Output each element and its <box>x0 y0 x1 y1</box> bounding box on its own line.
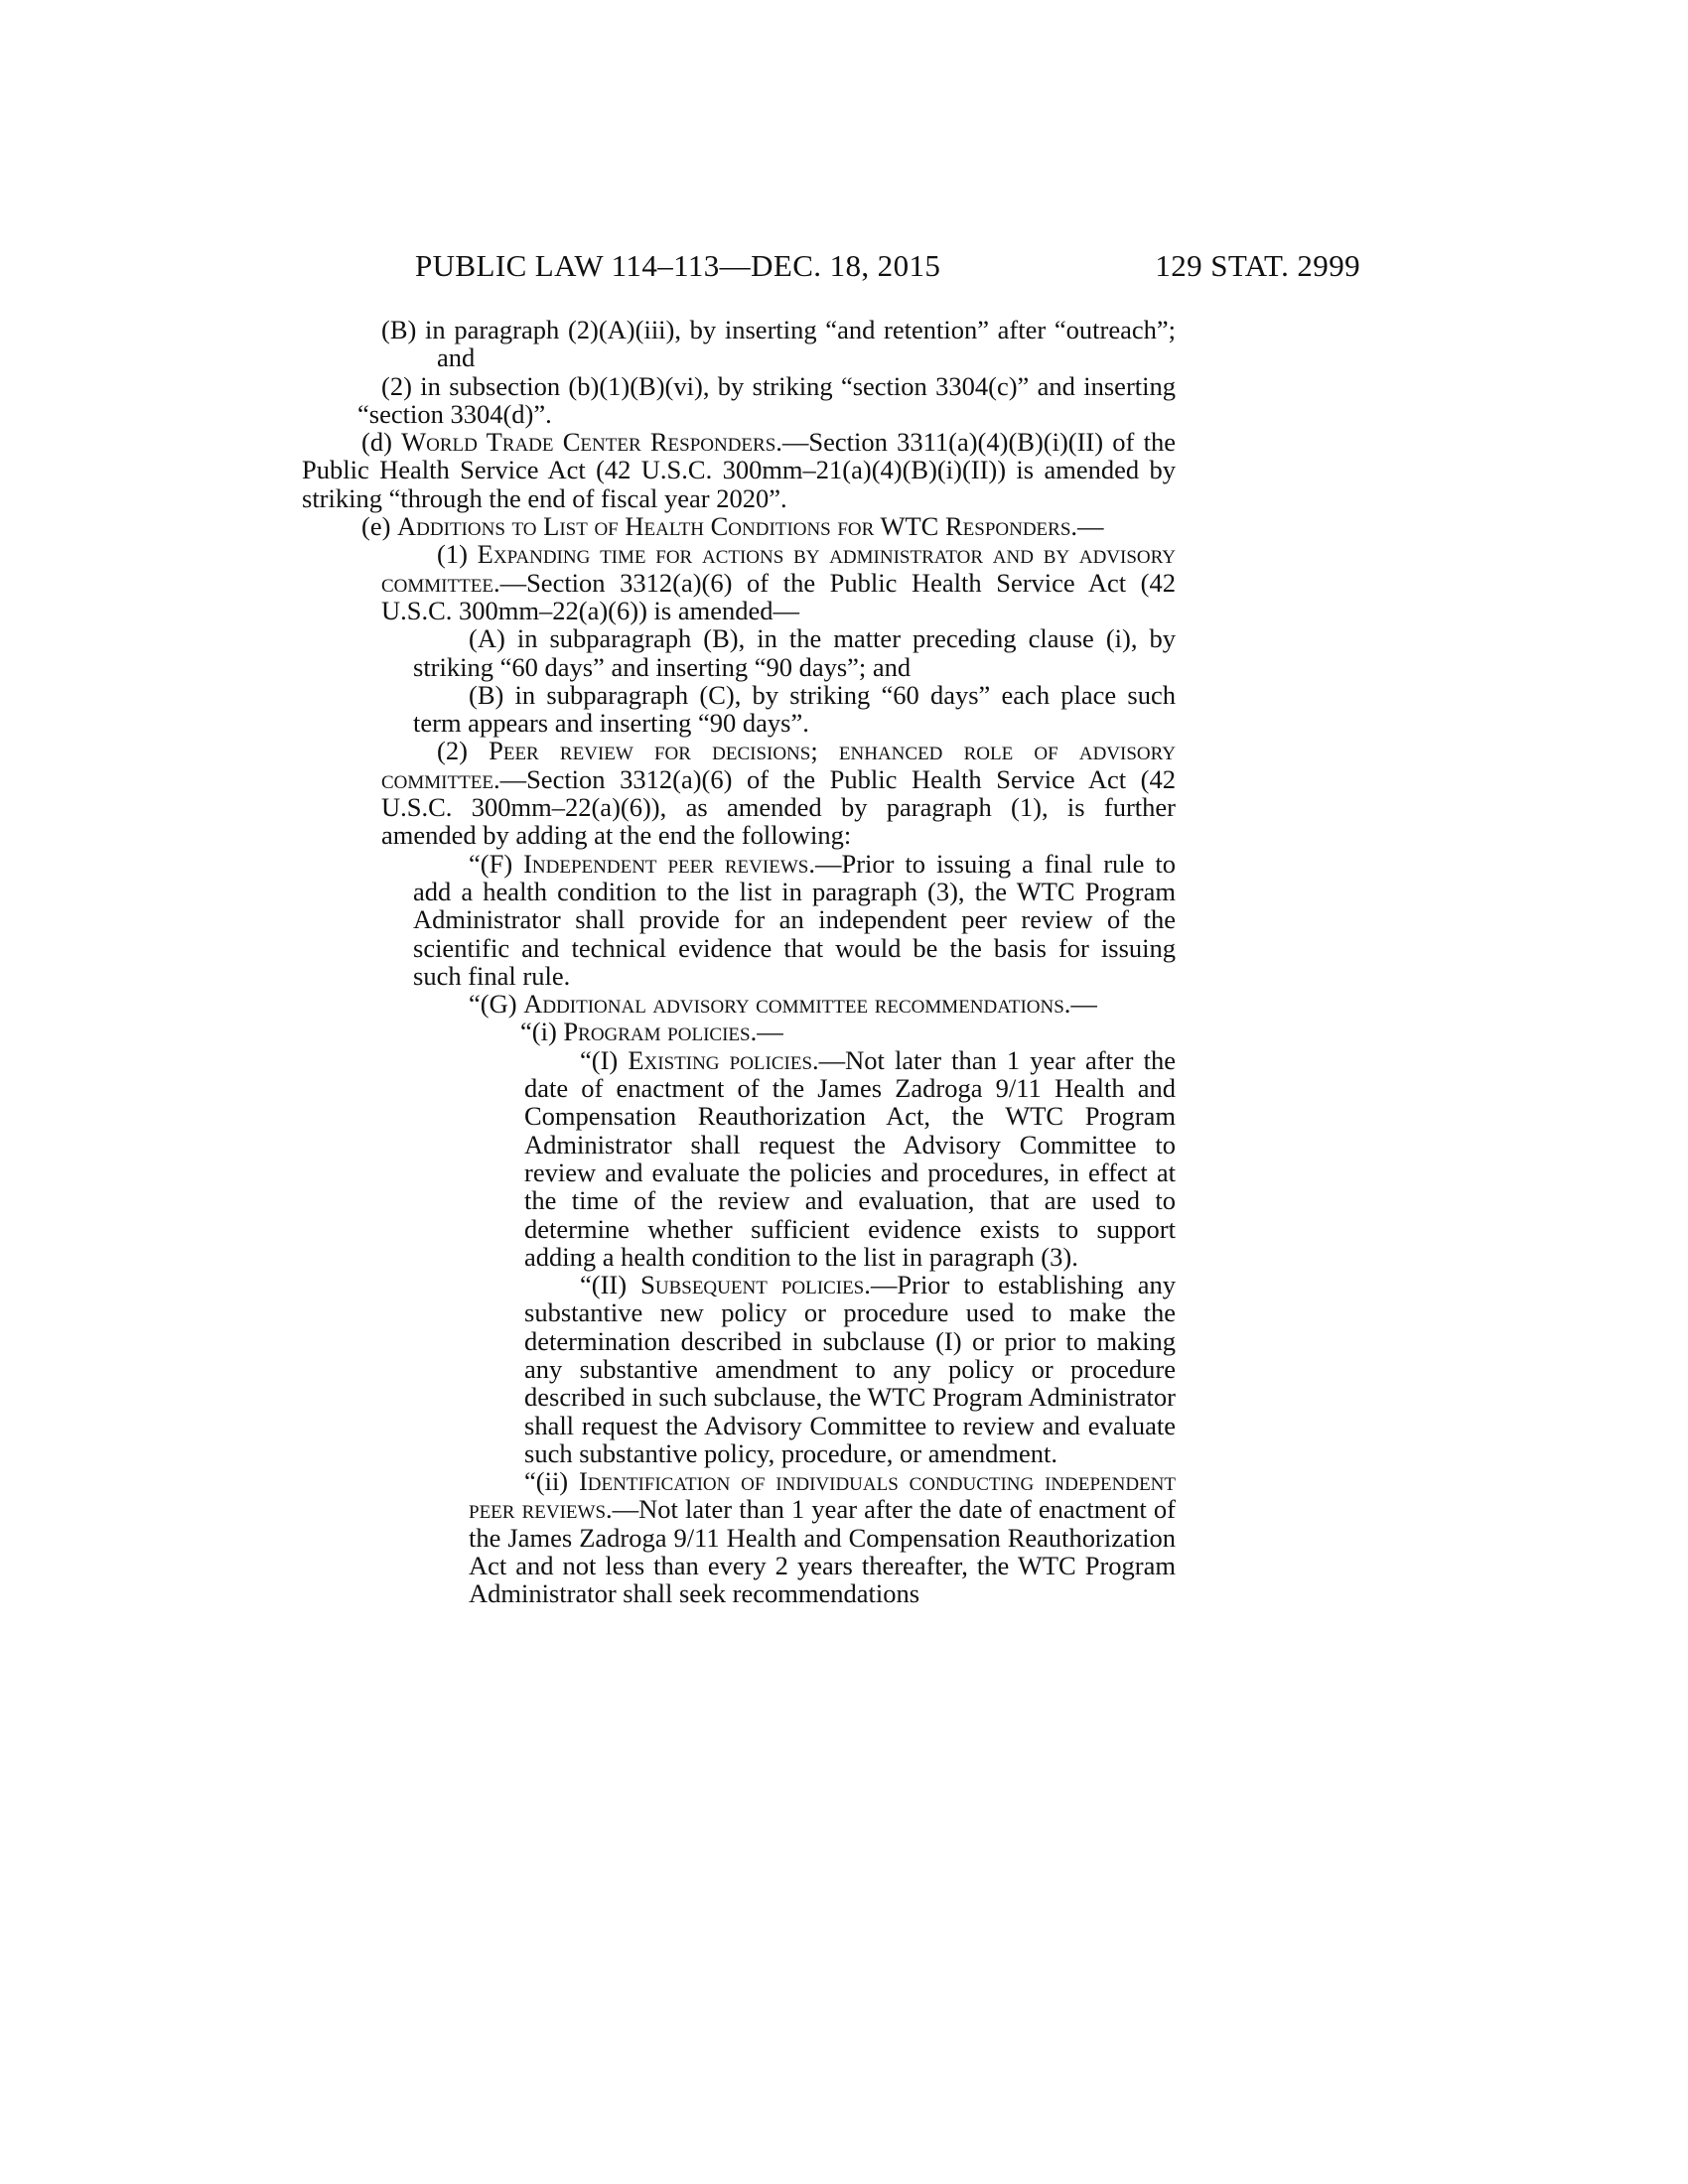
clause-ii-prefix: “(ii) <box>524 1466 579 1497</box>
paragraph-2 <box>302 737 1176 849</box>
paragraph-1 <box>302 540 1176 624</box>
subparagraph-g-prefix: “(G) <box>469 989 524 1020</box>
subparagraph-f <box>302 850 1176 990</box>
paragraph-2-prefix: (2) <box>437 736 490 766</box>
subparagraph-g-heading: Additional advisory committee recommendations <box>523 989 1064 1020</box>
paragraph-2-heading: Peer review for decisions; enhanced role of advisory committee <box>381 736 1176 794</box>
clause-ii <box>302 1467 1176 1607</box>
subsection-d-prefix: (d) <box>361 427 402 458</box>
page-stat-number: 129 STAT. 2999 <box>1155 248 1360 283</box>
subclause-II <box>302 1271 1176 1467</box>
subclause-II-heading: Subsequent policies <box>640 1270 865 1300</box>
para-2-subsection: (2) in subsection (b)(1)(B)(vi), by striking “section 3304(c)” and inserting “section 3304(d)”. <box>357 370 1176 429</box>
subsection-e <box>302 512 1176 540</box>
paragraph-2-text: .—Section 3312(a)(6) of the Public Health Service Act (42 U.S.C. 300mm–22(a)(6)), as amended by paragraph (1), is further amended by adding at the end the following: <box>381 763 1176 851</box>
clause-i-prefix: “(i) <box>520 1017 564 1047</box>
subsection-e-text: .— <box>1070 511 1104 542</box>
subclause-I <box>302 1046 1176 1271</box>
clause-i-heading: Program policies <box>563 1017 751 1047</box>
subparagraph-g-text: .— <box>1063 989 1097 1020</box>
clause-i <box>302 1018 1176 1045</box>
subclause-I-prefix: “(I) <box>580 1044 629 1075</box>
subsection-e-heading: Additions to List of Health Conditions for WTC Responders <box>397 511 1071 542</box>
subclause-II-prefix: “(II) <box>580 1270 641 1300</box>
paragraph-1-heading: Expanding time for actions by administrator and by advisory committee <box>381 539 1176 598</box>
running-header: PUBLIC LAW 114–113—DEC. 18, 2015 <box>415 248 941 283</box>
subsection-d-text: .—Section 3311(a)(4)(B)(i)(II) of the Public Health Service Act (42 U.S.C. 300mm–21(a)(4)(B)(i)(II)) is amended by striking “through the end of fiscal year 2020”. <box>302 427 1176 513</box>
clause-ii-text: .—Not later than 1 year after the date of enactment of the James Zadroga 9/11 Health and Compensation Reauthorization Act and not less than every 2 years thereafter, the WTC Program Administrator shall seek recommendations <box>469 1494 1176 1609</box>
paragraph-1-text: .—Section 3312(a)(6) of the Public Health Service Act (42 U.S.C. 300mm–22(a)(6)) is amended— <box>381 567 1176 625</box>
para-b-retention: (B) in paragraph (2)(A)(iii), by inserting “and retention” after “outreach”; and <box>381 315 1176 373</box>
clause-ii-heading: Identification of individuals conducting independent peer reviews <box>469 1466 1176 1525</box>
subclause-I-text: .—Not later than 1 year after the date of enactment of the James Zadroga 9/11 Health and Compensation Reauthorization Act, the WTC Program Administrator shall request the Advisory Committee to review and evaluate the policies and procedures, in effect at the time of the review and evaluation, that are used to determine whether sufficient evidence exists to support adding a health condition to the list in paragraph (3). <box>524 1044 1176 1272</box>
subsection-d-heading: World Trade Center Responders <box>401 427 776 458</box>
subclause-I-heading: Existing policies <box>628 1044 813 1075</box>
subparagraph-a: (A) in subparagraph (B), in the matter preceding clause (i), by striking “60 days” and inserting “90 days”; and <box>413 623 1176 682</box>
statute-body <box>302 316 1176 1608</box>
subparagraph-b: (B) in subparagraph (C), by striking “60 days” each place such term appears and inserting “90 days”. <box>413 679 1176 739</box>
subclause-II-text: .—Prior to establishing any substantive new policy or procedure used to make the determination described in subclause (I) or prior to making any substantive amendment to any policy or procedure described in such subclause, the WTC Program Administrator shall request the Advisory Committee to review and evaluate such substantive policy, procedure, or amendment. <box>524 1270 1176 1468</box>
subparagraph-f-text: .—Prior to issuing a final rule to add a health condition to the list in paragraph (3), the WTC Program Administrator shall provide for an independent peer review of the scientific and technical evidence that would be the basis for issuing such final rule. <box>413 848 1176 991</box>
subparagraph-f-prefix: “(F) <box>469 848 524 879</box>
clause-i-text: .— <box>750 1017 783 1047</box>
subparagraph-g <box>302 990 1176 1018</box>
paragraph-1-prefix: (1) <box>437 539 478 570</box>
subsection-d <box>302 428 1176 512</box>
subparagraph-f-heading: Independent peer reviews <box>523 848 809 879</box>
subsection-e-prefix: (e) <box>361 511 398 542</box>
